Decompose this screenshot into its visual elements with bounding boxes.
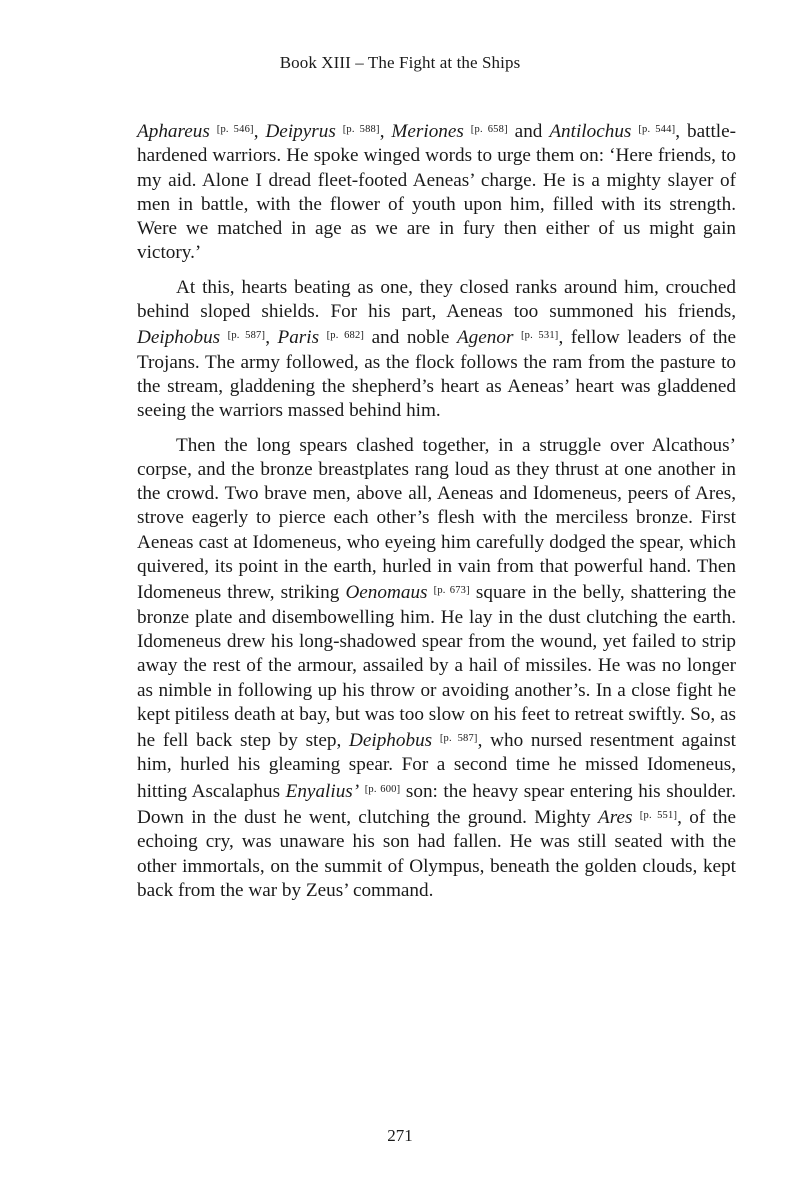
- page-reference[interactable]: [p. 588]: [342, 124, 380, 135]
- glossary-name-link[interactable]: Antilochus: [549, 121, 632, 142]
- paragraph: [137, 434, 736, 904]
- glossary-name-link[interactable]: Agenor: [456, 327, 514, 349]
- text-run: [336, 121, 343, 142]
- text-run: [632, 807, 639, 828]
- page-reference[interactable]: [p. 673]: [433, 585, 470, 597]
- text-run: [220, 327, 228, 348]
- glossary-name-link[interactable]: Oenomaus: [345, 582, 428, 604]
- page-reference[interactable]: [p. 587]: [227, 330, 266, 342]
- text-run: ,: [265, 327, 278, 349]
- page-reference[interactable]: [p. 531]: [520, 330, 559, 342]
- text-run: son: the heavy spear entering his shoulder. Down in the dust he went, clutching the ground. Mighty: [137, 780, 737, 829]
- glossary-name-link[interactable]: Deipyrus: [265, 121, 336, 142]
- running-header: Book XIII – The Fight at the Ships: [279, 53, 521, 72]
- text-run: square in the belly, shattering the bronze plate and disembowelling him. He lay in the dust clutching the earth. Idomeneus drew his long-shadowed spear from the wound, yet failed to strip away the rest of the armour, assailed by a hail of missiles. He was no longer as nimble in following up his throw or avoiding another’s. In a close fight he kept pitiless death at bay, but was too slow on his feet to retreat swiftly. So, as he fell back step by step,: [137, 582, 737, 752]
- body-text: [137, 118, 736, 913]
- text-run: , battle-hardened warriors. He spoke winged words to urge them on: ‘Here friends, to my aid. Alone I dread fleet-footed Aeneas’ charge. He is a mighty slayer of men in battle, with the flower of youth upon him, filled with its strength. Were we matched in age as we are in fury then either of us might gain victory.’: [137, 121, 737, 264]
- glossary-name-link[interactable]: Aphareus: [137, 121, 210, 142]
- text-run: [513, 327, 521, 348]
- glossary-name-link[interactable]: Deiphobus: [349, 730, 433, 752]
- text-run: ,: [253, 121, 266, 142]
- glossary-name-link[interactable]: Meriones: [391, 121, 464, 142]
- page-reference[interactable]: [p. 587]: [439, 733, 478, 745]
- text-run: , of the echoing cry, was unaware his son had fallen. He was still seated with the other immortals, on the summit of Olympus, beneath the golden clouds, kept back from the war by Zeus’ command.: [137, 807, 736, 901]
- glossary-name-link[interactable]: Enyalius’: [285, 780, 360, 802]
- glossary-name-link[interactable]: Ares: [598, 807, 633, 829]
- page-reference[interactable]: [p. 658]: [470, 124, 508, 135]
- paragraph: [137, 276, 736, 424]
- text-run: ,: [379, 121, 392, 142]
- page-reference[interactable]: [p. 682]: [326, 330, 365, 342]
- page-reference[interactable]: [p. 600]: [364, 783, 401, 795]
- page-number: 271: [387, 1126, 413, 1145]
- paragraph: [137, 118, 736, 266]
- text-run: , fellow leaders of the Trojans. The army followed, as the flock follows the ram from the pasture to the stream, gladdening the shepherd’s heart as Aeneas’ heart was gladdened seeing the warriors massed behind him.: [137, 327, 737, 422]
- text-run: [432, 730, 440, 751]
- text-run: and: [507, 121, 550, 142]
- glossary-name-link[interactable]: Paris: [277, 327, 320, 349]
- text-run: and noble: [364, 327, 457, 349]
- page-reference[interactable]: [p. 551]: [639, 810, 678, 822]
- text-run: Then the long spears clashed together, in a struggle over Alcathous’ corpse, and the bronze breastplates rang loud as they thrust at one another in the crowd. Two brave men, above all, Aeneas and Idomeneus, peers of Ares, strove eagerly to pierce each other’s flesh with the merciless bronze. First Aeneas cast at Idomeneus, who eyeing him carefully dodged the spear, which quivered, its point in the earth, hurled in vain from that powerful hand. Then Idomeneus threw, striking: [137, 434, 736, 604]
- text-run: At this, hearts beating as one, they closed ranks around him, crouched behind sloped shields. For his part, Aeneas too summoned his friends,: [137, 276, 736, 323]
- page-reference[interactable]: [p. 544]: [638, 124, 676, 135]
- text-run: [464, 121, 471, 142]
- text-run: [319, 327, 327, 348]
- text-run: , who nursed resentment against him, hurled his gleaming spear. For a second time he missed Idomeneus, hitting Ascalaphus: [137, 730, 737, 802]
- page-reference[interactable]: [p. 546]: [216, 124, 254, 135]
- glossary-name-link[interactable]: Deiphobus: [137, 327, 221, 349]
- text-run: [210, 121, 217, 142]
